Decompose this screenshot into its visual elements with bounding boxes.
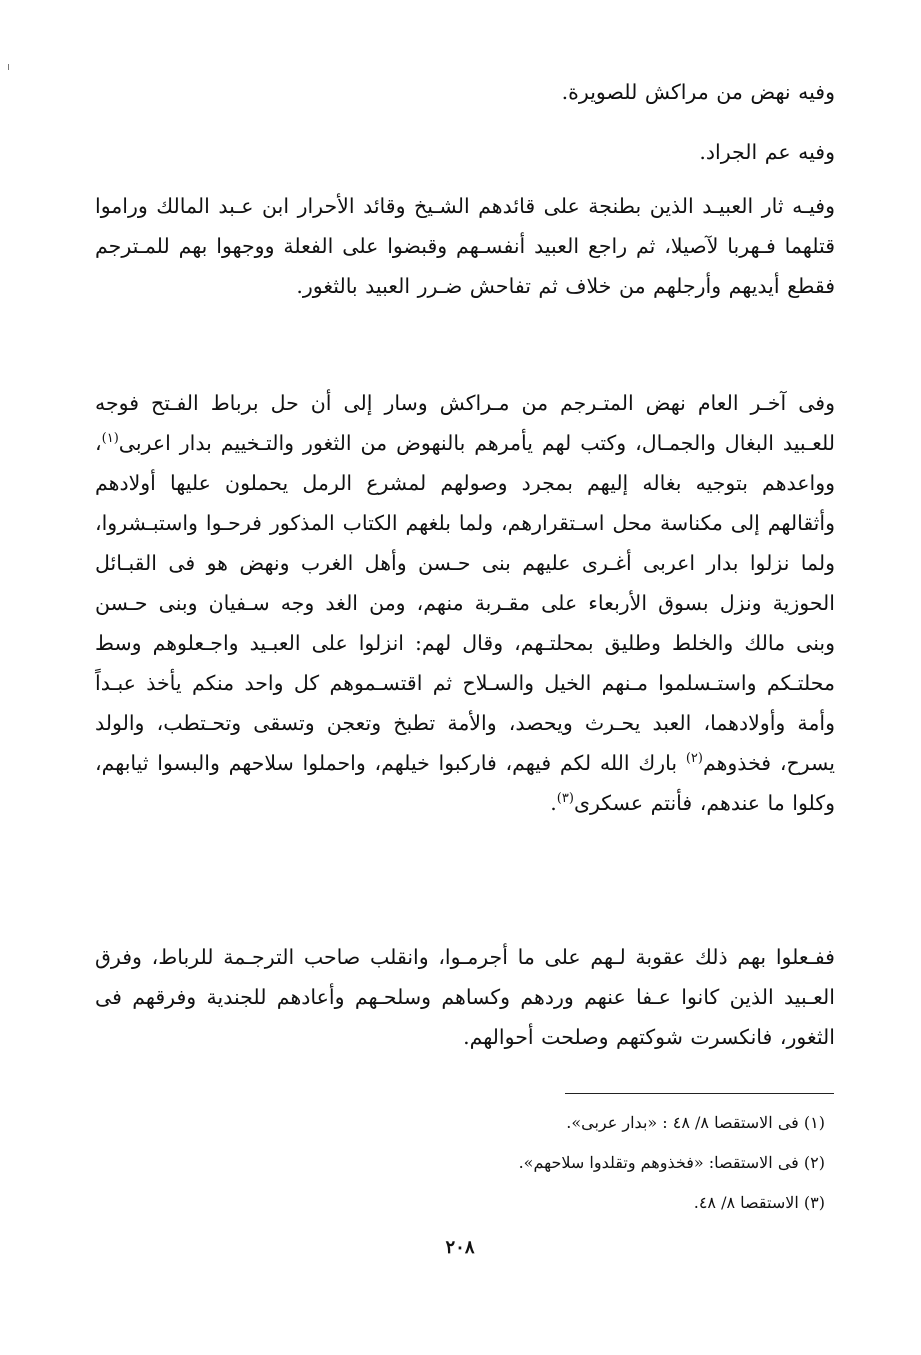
footnote-divider xyxy=(565,1093,834,1094)
footnotes xyxy=(380,1103,825,1223)
paragraph-1 xyxy=(95,72,835,112)
paragraph-4-text-a: وفى آخـر العام نهض المتـرجم من مـراكش وسار إلى أن حل برباط الفـتح فوجه للعـبيد البغال والجمـال، وكتب لهم يأمرهم بالنهوض من الثغور والتـخييم بدار اعربى xyxy=(95,391,835,455)
paragraph-3 xyxy=(95,186,835,306)
footnote-2: (٢) فى الاستقصا: «فخذوهم وتقلدوا سلاحهم». xyxy=(518,1153,825,1172)
paragraph-1-text: وفيه نهض من مراكش للصويرة. xyxy=(561,80,835,104)
paragraph-4-text-d: . xyxy=(550,791,557,815)
paragraph-3-text: وفيـه ثار العبيـد الذين بطنجة على قائدهم الشـيخ وقائد الأحرار ابن عـبد المالك وراموا قتلهما فـهربا لآصيلا، ثم راجع العبيد أنفسـهم وقبضوا على الفعلة ووجهوا بهم للمـترجم فقطع أيديهم وأرجلهم من خلاف ثم تفاحش ضـرر العبيد بالثغور. xyxy=(95,194,835,298)
paragraph-2-text: وفيه عم الجراد. xyxy=(699,140,835,164)
paragraph-5 xyxy=(95,937,835,1057)
footnote-ref-1: (١) xyxy=(101,431,119,447)
page-number: ٢٠٨ xyxy=(445,1237,475,1258)
paragraph-5-text: ففـعلوا بهم ذلك عقوبة لـهم على ما أجرمـوا، وانقلب صاحب الترجـمة للرباط، وفرق العـبيد الذين كانوا عـفا عنهم وردهم وكساهم وسلحـهم وأعادهم للجندية وفرقهم فى الثغور، فانكسرت شوكتهم وصلحت أحوالهم. xyxy=(95,945,835,1049)
scan-mark xyxy=(8,64,9,70)
footnote-1: (١) فى الاستقصا ٨/ ٤٨ : «بدار عربى». xyxy=(566,1113,825,1132)
footnote-ref-2: (٢) xyxy=(685,751,703,767)
paragraph-4 xyxy=(95,383,835,823)
paragraph-2 xyxy=(95,132,835,172)
paragraph-4-text-c: بارك الله لكم فيهم، فاركبوا خيلهم، واحملوا سلاحهم والبسوا ثيابهم، وكلوا ما عندهم، فأنتم عسكرى xyxy=(95,751,835,815)
paragraph-4-text-b: ، وواعدهم بتوجيه بغاله إليهم بمجرد وصولهم لمشرع الرمل يحملون عليها أولادهم وأثقالهم إلى مكناسة محل اسـتقرارهم، ولما بلغهم الكتاب المذكور فرحـوا واستبـشروا، ولما نزلوا بدار اعربى أغـرى عليهم بنى حـسن وأهل الغرب ونهض هو فى القبـائل الحوزية ونزل بسوق الأربعاء على مقـربة منهم، ومن الغد وجه سـفيان وبنى حـسن وبنى مالك والخلط وطليق بمحلتـهم، وقال لهم: انزلوا على العبـيد واجـعلوهم وسط محلتـكم واستـسلموا مـنهم الخيل والسـلاح ثم اقتسـموهم كل واحد منكم يأخذ عبـداً وأمة وأولادهما، العبد يحـرث ويحصد، والأمة تطبخ وتعجن وتسقى وتحـتطب، والولد يسرح، فخذوهم xyxy=(95,431,835,775)
footnote-ref-3: (٣) xyxy=(556,791,574,807)
footnote-3: (٣) الاستقصا ٨/ ٤٨. xyxy=(693,1193,825,1212)
